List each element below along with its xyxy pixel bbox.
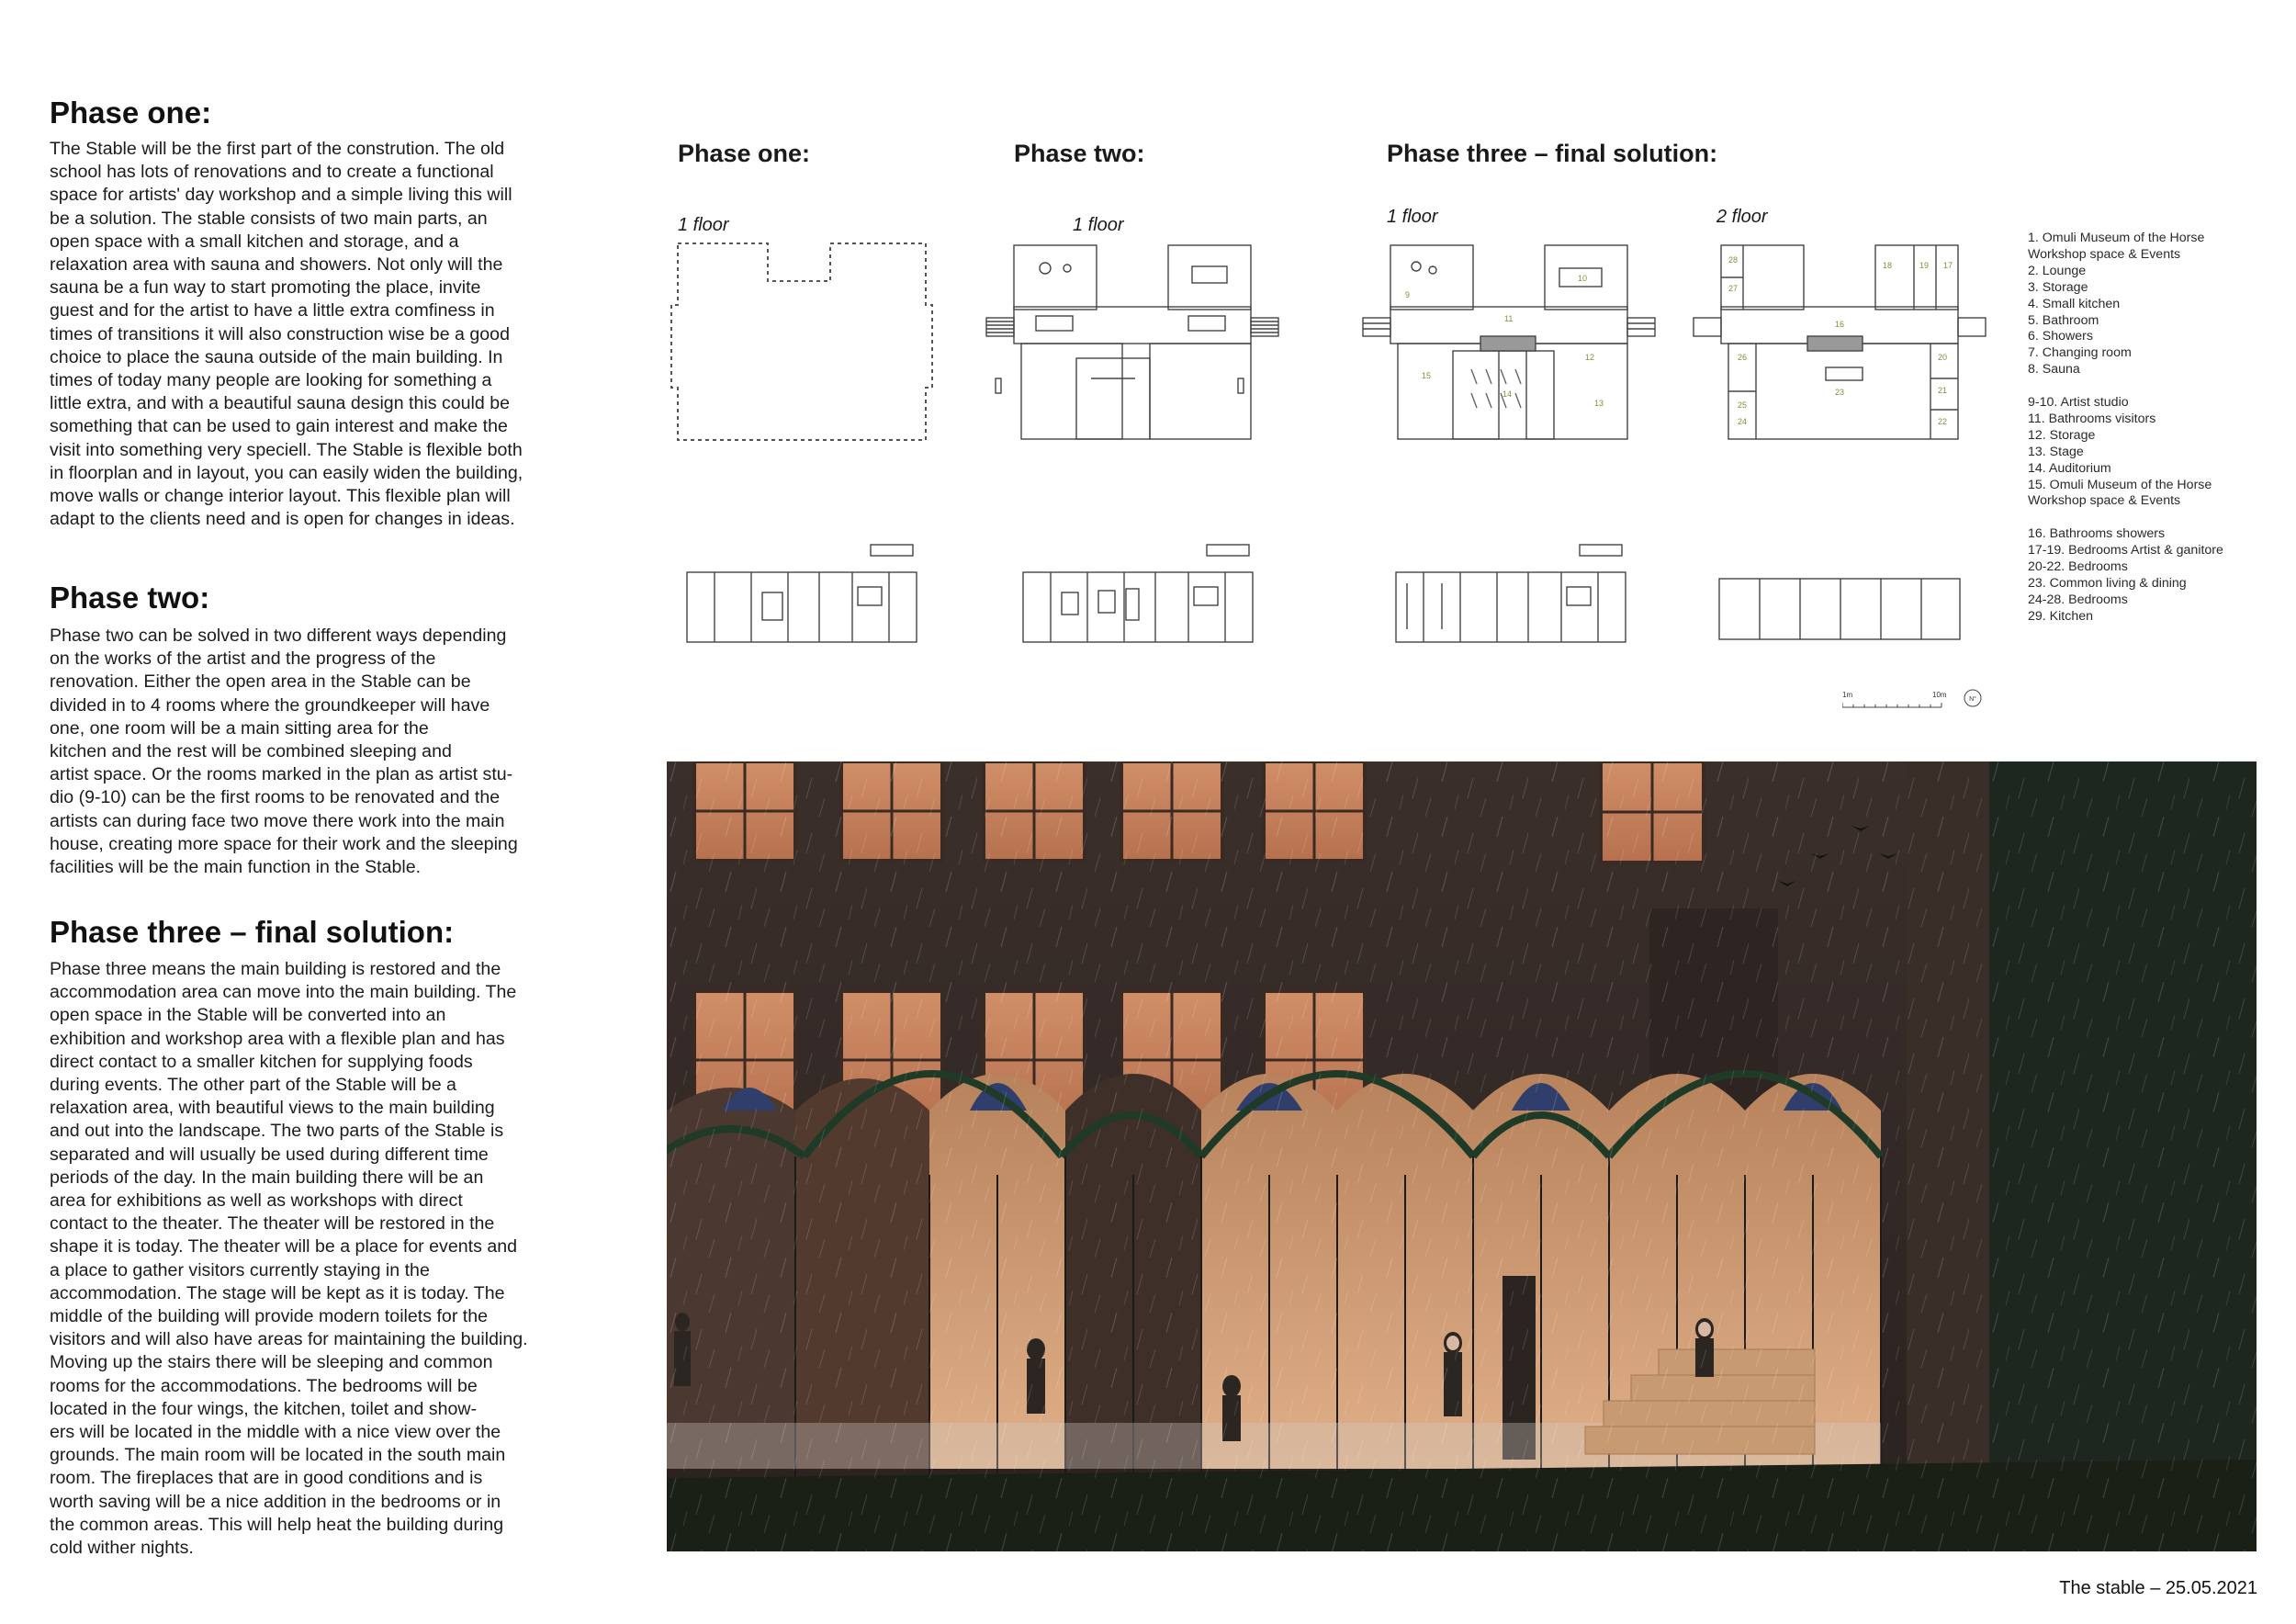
- phase-two-text: [50, 625, 557, 879]
- text-line: renovation. Either the open area in the Stable can be: [50, 671, 471, 693]
- phase-three-floor2-label: 2 floor: [1716, 207, 1768, 227]
- phase-two-stable-plan: [1014, 537, 1264, 649]
- room-27-number: 27: [1728, 284, 1739, 293]
- text-line: one, one room will be a main sitting area for the: [50, 717, 429, 739]
- room-11-number: 11: [1504, 314, 1514, 323]
- text-line: divided in to 4 rooms where the groundkeeper will have: [50, 694, 490, 716]
- text-line: grounds. The main room will be located in the south main: [50, 1445, 506, 1466]
- room-18-number: 18: [1883, 261, 1893, 270]
- text-line: during events. The other part of the Stable will be a: [50, 1075, 456, 1096]
- room-13-number: 13: [1594, 399, 1604, 408]
- room-20-number: 20: [1938, 353, 1948, 362]
- text-line: direct contact to a smaller kitchen for supplying foods: [50, 1051, 473, 1072]
- text-line: exhibition and workshop area with a flexible plan and has: [50, 1028, 505, 1049]
- legend-group: [2028, 395, 2257, 510]
- room-21-number: 21: [1938, 386, 1948, 395]
- text-line: kitchen and the rest will be combined sleeping and: [50, 741, 452, 762]
- room-9-number: 9: [1405, 290, 1411, 299]
- text-line: artist space. Or the rooms marked in the plan as artist stu-: [50, 764, 513, 785]
- legend-item: 5. Bathroom: [2028, 312, 2099, 328]
- room-15-number: 15: [1422, 371, 1432, 380]
- room-17-number: 17: [1943, 261, 1953, 270]
- room-legend: [2028, 231, 2257, 642]
- text-line: school has lots of renovations and to create a functional: [50, 162, 494, 183]
- legend-item: 24-28. Bedrooms: [2028, 592, 2128, 607]
- room-14-number: 14: [1503, 389, 1513, 399]
- phase-three-floor2-stable-plan: [1717, 577, 1962, 643]
- text-line: located in the four wings, the kitchen, toilet and show-: [50, 1398, 478, 1419]
- room-23-number: 23: [1835, 388, 1845, 397]
- legend-item: 20-22. Bedrooms: [2028, 559, 2128, 575]
- text-line: rooms for the accommodations. The bedrooms will be: [50, 1375, 478, 1396]
- room-24-number: 24: [1738, 417, 1748, 426]
- phase-two-floor-plan: [981, 241, 1302, 445]
- legend-item: 17-19. Bedrooms Artist & ganitore: [2028, 543, 2223, 558]
- north-label: N°: [1969, 696, 1976, 703]
- footer-caption: The stable – 25.05.2021: [2059, 1578, 2257, 1598]
- text-line: ers will be located in the middle with a nice view over the: [50, 1422, 501, 1443]
- text-line: relaxation area, with beautiful views to the main building: [50, 1098, 495, 1119]
- phase-two-floor-label: 1 floor: [1073, 215, 1124, 235]
- text-line: dio (9-10) can be the first rooms to be renovated and the: [50, 787, 501, 808]
- legend-item: 23. Common living & dining: [2028, 576, 2187, 591]
- text-line: room. The fireplaces that are in good conditions and is: [50, 1468, 483, 1489]
- stable-night-render: [667, 761, 2257, 1551]
- room-19-number: 19: [1919, 261, 1930, 270]
- phase-one-text: [50, 138, 557, 531]
- text-line: adapt to the clients need and is open for changes in ideas.: [50, 509, 515, 530]
- legend-item: 14. Auditorium: [2028, 460, 2111, 476]
- text-line: shape it is today. The theater will be a place for events and: [50, 1236, 518, 1257]
- legend-item: 15. Omuli Museum of the Horse: [2028, 477, 2212, 492]
- legend-group: [2028, 231, 2257, 378]
- text-line: Moving up the stairs there will be sleeping and common: [50, 1352, 493, 1373]
- legend-item: 6. Showers: [2028, 329, 2093, 344]
- text-line: Phase two can be solved in two different ways depending: [50, 626, 507, 646]
- text-line: on the works of the artist and the progress of the: [50, 648, 436, 670]
- text-line: be a solution. The stable consists of two main parts, an: [50, 208, 488, 229]
- text-line: open space with a small kitchen and storage, and a: [50, 231, 459, 252]
- scale-bar: [1842, 689, 1989, 719]
- text-line: contact to the theater. The theater will be restored in the: [50, 1213, 495, 1235]
- text-line: and out into the landscape. The two parts of the Stable is: [50, 1121, 504, 1142]
- phase-one-floor-plan: [669, 241, 935, 445]
- phase-three-floor1-plan: [1357, 241, 1679, 445]
- text-line: a place to gather visitors currently staying in the: [50, 1259, 430, 1280]
- text-line: periods of the day. In the main building there will be an: [50, 1167, 484, 1188]
- text-line: accommodation area can move into the main building. The: [50, 982, 517, 1003]
- legend-item: Workshop space & Events: [2028, 493, 2181, 509]
- phase-three-stable-plan: [1387, 537, 1637, 649]
- legend-item: 2. Lounge: [2028, 263, 2087, 278]
- plans-phase-two-title: Phase two:: [1014, 140, 1145, 167]
- text-line: something that can be used to gain interest and make the: [50, 416, 508, 437]
- legend-item: 1. Omuli Museum of the Horse: [2028, 231, 2205, 245]
- text-line: house, creating more space for their work and the sleeping: [50, 833, 518, 854]
- room-10-number: 10: [1578, 274, 1588, 283]
- room-28-number: 28: [1728, 255, 1739, 265]
- text-line: middle of the building will provide modern toilets for the: [50, 1306, 489, 1327]
- text-line: facilities will be the main function in the Stable.: [50, 857, 422, 878]
- text-line: artists can during face two move there work into the main: [50, 810, 505, 831]
- room-25-number: 25: [1738, 400, 1748, 410]
- phase-three-heading: Phase three – final solution:: [50, 915, 455, 949]
- text-line: visit into something very speciell. The Stable is flexible both: [50, 439, 523, 460]
- text-line: move walls or change interior layout. This flexible plan will: [50, 486, 511, 507]
- legend-item: Workshop space & Events: [2028, 246, 2181, 262]
- legend-item: 4. Small kitchen: [2028, 296, 2121, 311]
- room-26-number: 26: [1738, 353, 1748, 362]
- text-line: Phase three means the main building is restored and the: [50, 959, 501, 979]
- room-12-number: 12: [1585, 353, 1595, 362]
- phase-three-floor2-plan: [1688, 241, 2009, 445]
- text-line: separated and will usually be used during different time: [50, 1144, 489, 1165]
- text-line: area for exhibitions as well as workshops with direct: [50, 1190, 463, 1212]
- text-line: space for artists' day workshop and a simple living this will: [50, 185, 512, 206]
- legend-group: [2028, 526, 2257, 625]
- text-line: choice to place the sauna outside of the main building. In: [50, 346, 503, 367]
- legend-item: 13. Stage: [2028, 444, 2084, 459]
- room-16-number: 16: [1835, 320, 1845, 329]
- text-line: relaxation area with sauna and showers. Not only will the: [50, 254, 503, 276]
- text-line: open space in the Stable will be converted into an: [50, 1005, 446, 1026]
- text-line: cold wither nights.: [50, 1538, 194, 1559]
- phase-three-floor1-label: 1 floor: [1387, 207, 1438, 227]
- legend-item: 29. Kitchen: [2028, 608, 2093, 624]
- phase-one-stable-plan: [678, 537, 928, 649]
- text-line: the common areas. This will help heat the building during: [50, 1514, 504, 1535]
- phase-one-heading: Phase one:: [50, 96, 212, 130]
- text-line: accommodation. The stage will be kept as it is today. The: [50, 1282, 505, 1303]
- legend-item: 12. Storage: [2028, 427, 2096, 443]
- legend-item: 16. Bathrooms showers: [2028, 526, 2166, 542]
- text-line: times of today many people are looking for something a: [50, 370, 492, 391]
- text-line: times of transitions it will also construction wise be a good: [50, 323, 510, 344]
- phase-two-heading: Phase two:: [50, 581, 210, 615]
- plans-phase-one-title: Phase one:: [678, 140, 811, 167]
- legend-item: 8. Sauna: [2028, 362, 2080, 378]
- legend-item: 3. Storage: [2028, 279, 2088, 295]
- plans-phase-three-title: Phase three – final solution:: [1387, 140, 1718, 167]
- legend-item: 9-10. Artist studio: [2028, 395, 2129, 411]
- phase-three-text: [50, 958, 557, 1560]
- legend-item: 7. Changing room: [2028, 345, 2132, 361]
- text-line: sauna be a fun way to start promoting the place, invite: [50, 277, 481, 299]
- phase-one-floor-label: 1 floor: [678, 215, 729, 235]
- text-line: visitors and will also have areas for maintaining the building.: [50, 1329, 528, 1350]
- legend-item: 11. Bathrooms visitors: [2028, 411, 2156, 426]
- text-line: worth saving will be a nice addition in the bedrooms or in: [50, 1491, 501, 1512]
- text-line: in floorplan and in layout, you can easily widen the building,: [50, 462, 523, 483]
- text-line: guest and for the artist to have a little extra comfiness in: [50, 300, 495, 321]
- scale-start-label: 1m: [1842, 691, 1853, 699]
- text-line: The Stable will be the first part of the constrution. The old: [50, 139, 505, 159]
- room-22-number: 22: [1938, 417, 1948, 426]
- scale-end-label: 10m: [1932, 691, 1947, 699]
- text-line: little extra, and with a beautiful sauna design this could be: [50, 393, 511, 414]
